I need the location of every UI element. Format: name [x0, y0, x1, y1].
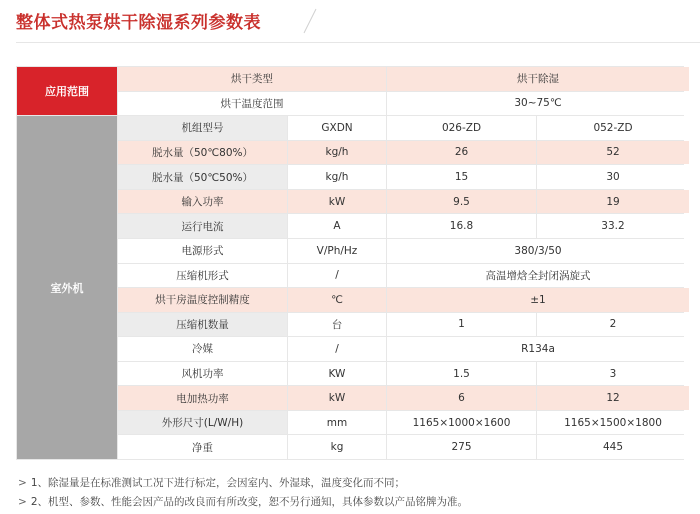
category-outdoor: 室外机: [17, 116, 117, 459]
unit-cell: V/Ph/Hz: [288, 239, 386, 263]
value-026-zd: 275: [387, 435, 536, 459]
param-label: 冷媒: [118, 337, 287, 361]
value-052-zd: 2: [537, 313, 689, 337]
param-label: 脱水量（50℃80%）: [118, 141, 287, 165]
unit-cell: kg: [288, 435, 386, 459]
value-052-zd: 52: [537, 141, 689, 165]
param-label: 电源形式: [118, 239, 287, 263]
param-label: 电加热功率: [118, 386, 287, 410]
value-026-zd: 16.8: [387, 214, 536, 238]
header-label-temp-range: 烘干温度范围: [118, 92, 386, 116]
value-052-zd: 3: [537, 362, 689, 386]
unit-cell: A: [288, 214, 386, 238]
note-marker-icon: >: [18, 496, 27, 508]
value-026-zd: 026-ZD: [387, 116, 536, 140]
unit-cell: ℃: [288, 288, 386, 312]
value-merged: 380/3/50: [387, 239, 689, 263]
value-026-zd: 1: [387, 313, 536, 337]
value-026-zd: 6: [387, 386, 536, 410]
unit-cell: kg/h: [288, 141, 386, 165]
header-value-temp-range: 30~75℃: [387, 92, 689, 116]
footnotes: [18, 474, 468, 512]
footnote-1: > 1、除湿量是在标准测试工况下进行标定，会因室内、外湿球，温度变化而不同；: [18, 477, 405, 489]
value-052-zd: 19: [537, 190, 689, 214]
param-label: 压缩机形式: [118, 264, 287, 288]
unit-cell: 台: [288, 313, 386, 337]
param-label: 压缩机数量: [118, 313, 287, 337]
value-026-zd: 9.5: [387, 190, 536, 214]
param-label: 烘干房温度控制精度: [118, 288, 287, 312]
unit-cell: kg/h: [288, 165, 386, 189]
spec-table: [16, 66, 684, 460]
param-label: 外形尺寸(L/W/H): [118, 411, 287, 435]
value-026-zd: 26: [387, 141, 536, 165]
page-title: 整体式热泵烘干除湿系列参数表: [16, 13, 261, 33]
value-merged: R134a: [387, 337, 689, 361]
title-divider: [16, 42, 700, 43]
param-label: 风机功率: [118, 362, 287, 386]
value-052-zd: 052-ZD: [537, 116, 689, 140]
unit-cell: KW: [288, 362, 386, 386]
param-label: 脱水量（50℃50%）: [118, 165, 287, 189]
unit-cell: /: [288, 337, 386, 361]
header-value-drying-type: 烘干除湿: [387, 67, 689, 91]
value-052-zd: 12: [537, 386, 689, 410]
param-label: 输入功率: [118, 190, 287, 214]
unit-cell: mm: [288, 411, 386, 435]
unit-cell: GXDN: [288, 116, 386, 140]
header-label-drying-type: 烘干类型: [118, 67, 386, 91]
note-marker-icon: >: [18, 477, 27, 489]
category-application: 应用范围: [17, 67, 117, 115]
decorative-slash: [300, 6, 320, 36]
param-label: 净重: [118, 435, 287, 459]
value-026-zd: 15: [387, 165, 536, 189]
value-026-zd: 1165×1000×1600: [387, 411, 536, 435]
param-label: 运行电流: [118, 214, 287, 238]
value-052-zd: 33.2: [537, 214, 689, 238]
footnote-2: > 2、机型、参数、性能会因产品的改良而有所改变，恕不另行通知，具体参数以产品铭牌为准。: [18, 496, 468, 508]
value-052-zd: 30: [537, 165, 689, 189]
unit-cell: /: [288, 264, 386, 288]
value-052-zd: 1165×1500×1800: [537, 411, 689, 435]
param-label: 机组型号: [118, 116, 287, 140]
value-merged: ±1: [387, 288, 689, 312]
value-052-zd: 445: [537, 435, 689, 459]
unit-cell: kW: [288, 386, 386, 410]
value-merged: 高温增焓全封闭涡旋式: [387, 264, 689, 288]
value-026-zd: 1.5: [387, 362, 536, 386]
unit-cell: kW: [288, 190, 386, 214]
